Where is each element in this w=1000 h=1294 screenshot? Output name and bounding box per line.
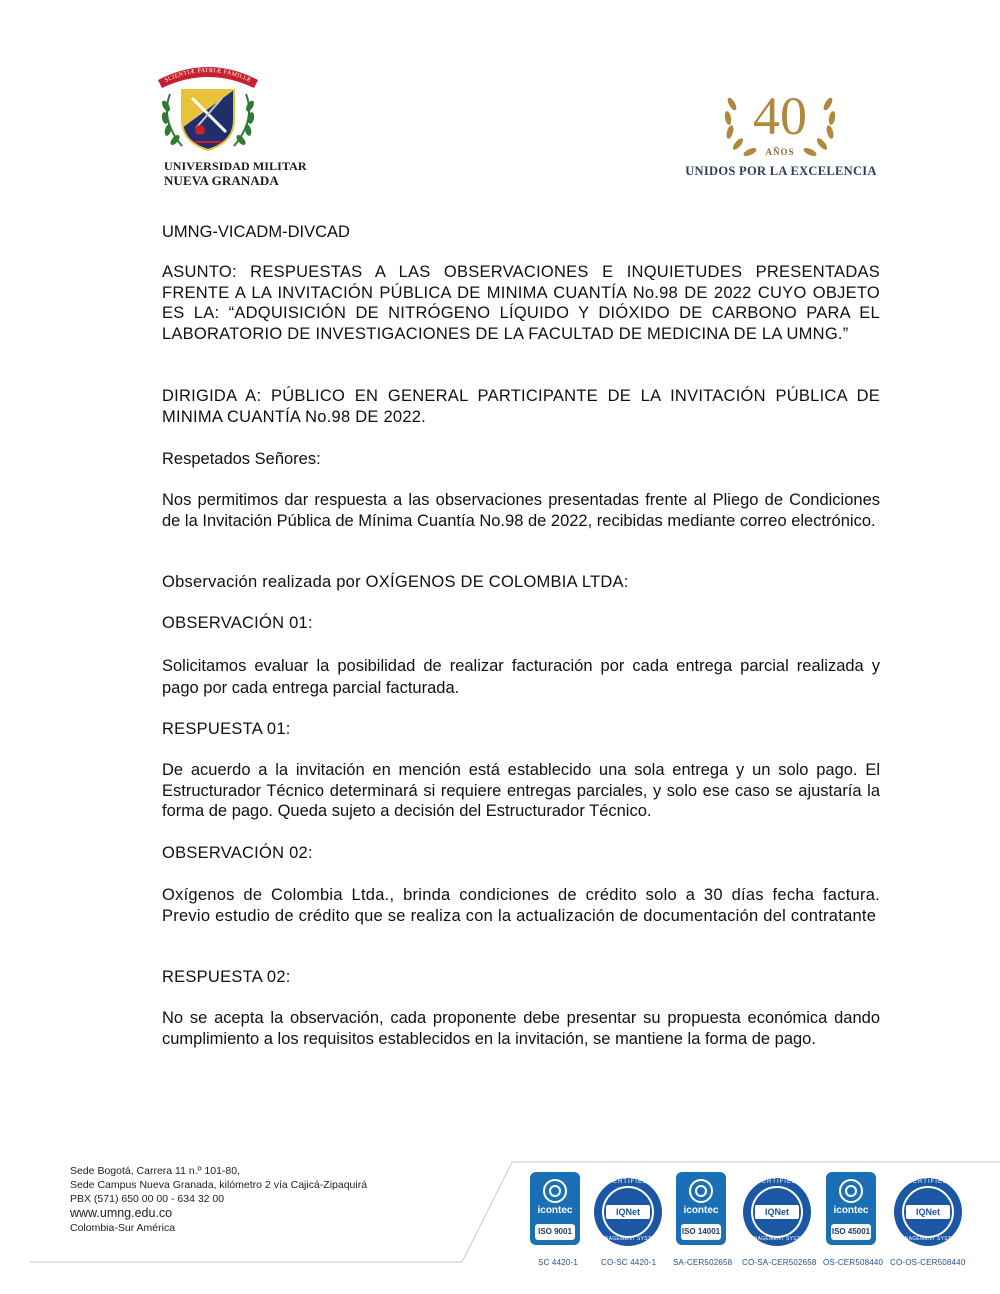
anniversary-laurel-icon xyxy=(718,80,842,164)
salutation: Respetados Señores: xyxy=(162,450,321,468)
iso-standard: ISO 9001 xyxy=(535,1224,575,1240)
icontec-iso14001-seal xyxy=(676,1172,726,1245)
observation-title: OBSERVACIÓN 02: xyxy=(162,844,313,862)
umng-logo xyxy=(148,58,307,188)
page-header xyxy=(0,0,1000,200)
address-line: Sede Campus Nueva Granada, kilómetro 2 vía Cajicá-Zipaquirá xyxy=(70,1179,368,1191)
anniversary-years: AÑOS xyxy=(765,147,795,157)
observation-text: Solicitamos evaluar la posibilidad de realizar facturación por cada entrega parcial realizada y pago por cada entrega parcial facturada. xyxy=(162,657,880,697)
footer-address xyxy=(70,1164,367,1235)
address-line: Sede Bogotá, Carrera 11 n.º 101-80, xyxy=(70,1165,240,1177)
page-footer xyxy=(0,1150,1000,1294)
icontec-logo-icon xyxy=(839,1179,863,1203)
umng-name-line1: UNIVERSIDAD MILITAR xyxy=(164,159,307,173)
icontec-iso9001-seal xyxy=(530,1172,580,1245)
anniversary-logo xyxy=(666,80,896,180)
svg-text:SCIENTIÆ PATRIÆ FAMILIÆ: SCIENTIÆ PATRIÆ FAMILIÆ xyxy=(164,67,252,84)
iso-standard: ISO 14001 xyxy=(681,1224,721,1240)
response-text: De acuerdo a la invitación en mención está establecido una sola entrega y un solo pago. El Estructurador Técnico determinará si requiere entregas parciales, y solo ese caso se ajustaría la forma de pago. Queda sujeto a decisión del Estructurador Técnico. xyxy=(162,761,880,821)
icontec-logo-icon xyxy=(689,1179,713,1203)
anniversary-number: 40 xyxy=(753,86,807,146)
iqnet-mark-bottom: MANAGEMENT SYSTEM xyxy=(896,1236,960,1242)
iqnet-mark-top: CERTIFIED xyxy=(607,1179,649,1185)
icontec-brand: icontec xyxy=(537,1205,573,1216)
response-title: RESPUESTA 01: xyxy=(162,720,291,738)
iqnet-mark-top: CERTIFIED xyxy=(756,1179,798,1185)
iqnet-seal xyxy=(894,1178,962,1246)
iqnet-brand: IQNet xyxy=(606,1205,650,1219)
iso-standard: ISO 45001 xyxy=(831,1224,871,1240)
observation-text: Oxígenos de Colombia Ltda., brinda condiciones de crédito solo a 30 días fecha factura. Previo estudio de crédito que se realiza con la actualización de documentación del contratante xyxy=(162,886,880,925)
iqnet-brand: IQNet xyxy=(755,1205,799,1219)
intro-paragraph: Nos permitimos dar respuesta a las observaciones presentadas frente al Pliego de Condiciones de la Invitación Pública de Mínima Cuantía No.98 de 2022, recibidas mediante correo electrónico. xyxy=(162,491,880,530)
subject-prefix: ASUNTO: RESPUESTAS A LAS OBSERVACIONES E INQUIETUDES PRESENTADAS FRENTE A LA INVITACIÓN PÚBLICA DE MINIMA CUANTÍA No.98 DE 2022 CUYO OBJETO ES LA: xyxy=(162,263,880,323)
iqnet-seal xyxy=(743,1178,811,1246)
observer-line: Observación realizada por OXÍGENOS DE COLOMBIA LTDA: xyxy=(162,573,629,591)
certification-code: CO-SA-CER502658 xyxy=(742,1258,817,1267)
certification-code: OS-CER508440 xyxy=(823,1258,884,1267)
reference-code: UMNG-VICADM-DIVCAD xyxy=(162,223,350,241)
icontec-logo-icon xyxy=(543,1179,567,1203)
website-link[interactable]: www.umng.edu.co xyxy=(70,1206,173,1220)
response-title: RESPUESTA 02: xyxy=(162,968,291,986)
iqnet-mark-bottom: MANAGEMENT SYSTEM xyxy=(745,1236,809,1242)
subject-object: “ADQUISICIÓN DE NITRÓGENO LÍQUIDO Y DIÓXIDO DE CARBONO PARA EL LABORATORIO DE INVESTIGACIONES DE LA FACULTAD DE MEDICINA DE LA UMNG.” xyxy=(162,304,880,343)
certification-code: CO-SC 4420-1 xyxy=(601,1258,657,1267)
icontec-iso45001-seal xyxy=(826,1172,876,1245)
icontec-brand: icontec xyxy=(683,1205,719,1216)
umng-name-line2: NUEVA GRANADA xyxy=(164,173,279,188)
certification-code: SC 4420-1 xyxy=(538,1258,579,1267)
certification-code: SA-CER502658 xyxy=(673,1258,733,1267)
addressed-to: DIRIGIDA A: PÚBLICO EN GENERAL PARTICIPANTE DE LA INVITACIÓN PÚBLICA DE MINIMA CUANTÍA No.98 DE 2022. xyxy=(162,387,880,426)
iqnet-seal xyxy=(594,1178,662,1246)
iqnet-mark-top: CERTIFIED xyxy=(907,1179,949,1185)
phone-line: PBX (571) 650 00 00 - 634 32 00 xyxy=(70,1193,225,1205)
anniversary-tagline: UNIDOS POR LA EXCELENCIA xyxy=(685,164,877,178)
iqnet-mark-bottom: MANAGEMENT SYSTEM xyxy=(596,1236,660,1242)
observation-title: OBSERVACIÓN 01: xyxy=(162,614,313,632)
certification-code: CO-OS-CER508440 xyxy=(890,1258,966,1267)
response-text: No se acepta la observación, cada proponente debe presentar su propuesta económica dando cumplimiento a los requisitos establecidos en la invitación, se mantiene la forma de pago. xyxy=(162,1009,880,1048)
icontec-brand: icontec xyxy=(833,1205,869,1216)
iqnet-brand: IQNet xyxy=(906,1205,950,1219)
umng-crest-icon xyxy=(152,58,264,156)
subject-paragraph xyxy=(162,262,880,344)
region-line: Colombia-Sur América xyxy=(70,1222,176,1234)
